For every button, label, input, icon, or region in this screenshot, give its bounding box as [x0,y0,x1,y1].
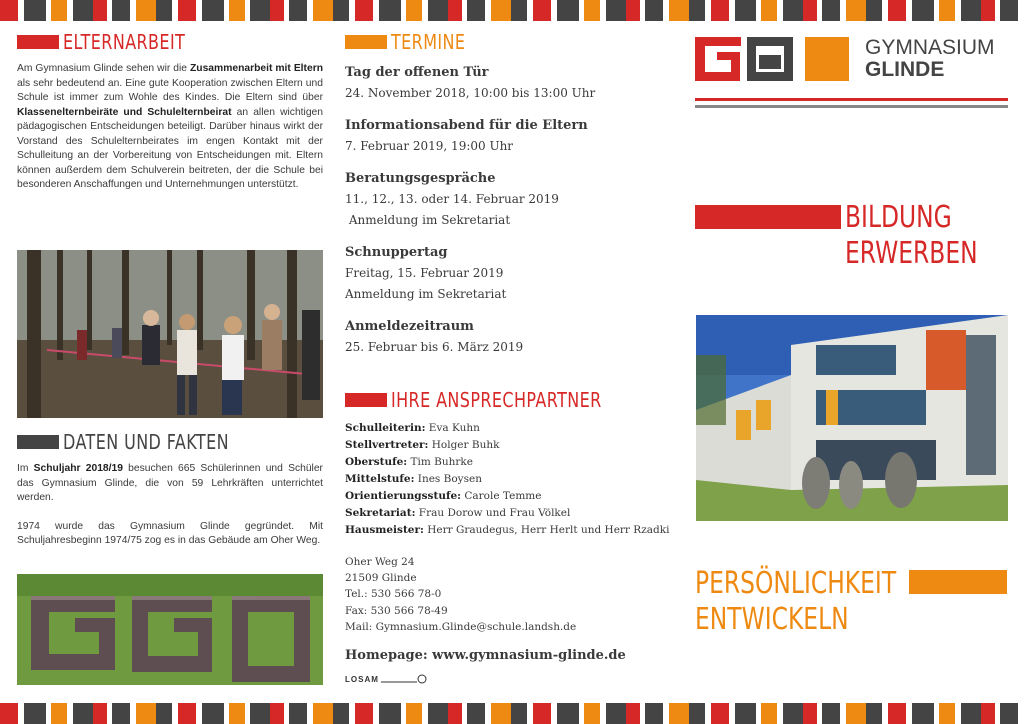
slogan-persoenlichkeit [695,566,1015,646]
stripe-segment [669,703,689,724]
text-span: Im [17,463,34,474]
text-bold: Klassenelternbeiräte und Schulelternbeirat [17,106,232,118]
contact-row [345,454,675,471]
stripe-segment [448,0,462,21]
contact-person: Ines Boysen [414,473,482,485]
stripe-segment [961,703,981,724]
contact-row [345,522,675,539]
stripe-segment [822,703,840,724]
stripe-segment [229,0,245,21]
stripe-segment [428,703,448,724]
termin-item [345,115,665,157]
address-line: Oher Weg 24 [345,556,415,568]
text-span: an allen wichtigen pädagogischen Entscheidungen beteiligt. Darüber hinaus wirkt der Vorstand des Schulelternbeirates im engen Kontakt mit der Schulleitung an der Vorbereitung von Entscheidungen mit. Eltern können außerdem dem Schulverein beitreten, der die Schule bei besonderen Anschaffungen und Unternehmungen unterstützt. [17,106,323,190]
stripe-segment [136,0,156,21]
stripe-segment [333,703,349,724]
address-line: Tel.: 530 566 78-0 [345,588,442,601]
stripe-segment [606,703,626,724]
stripe-segment [557,703,579,724]
heading-bar [345,35,387,49]
homepage-line [345,648,675,663]
stripe-segment [1018,0,1024,21]
stripe-segment [803,703,817,724]
text-span: Am Gymnasium Glinde sehen wir die [17,63,190,74]
stripe-segment [888,703,906,724]
stripe-segment [939,703,955,724]
termin-detail: 25. Februar bis 6. März 2019 [345,340,524,354]
stripe-segment [379,703,401,724]
termin-detail: 7. Februar 2019, 19:00 Uhr [345,139,514,153]
stripe-segment [866,703,882,724]
stripe-segment [0,703,18,724]
termin-detail: Anmeldung im Sekretariat [345,287,507,301]
stripe-segment [313,703,333,724]
stripe-segment [229,703,245,724]
top-color-stripe [0,0,1024,21]
stripe-segment [24,703,46,724]
contact-role: Mittelstufe: [345,473,415,485]
ansprech-section [345,388,675,685]
stripe-segment [888,0,906,21]
stripe-segment [1000,0,1018,21]
elternarbeit-title: ELTERNARBEIT [63,30,186,54]
stripe-segment [24,0,46,21]
stripe-segment [584,703,600,724]
stripe-segment [270,0,284,21]
termin-title: Informationsabend für die Eltern [345,118,588,133]
stripe-segment [156,0,172,21]
address-line: 21509 Glinde [345,572,417,585]
contact-role: Oberstufe: [345,456,408,468]
stripe-segment [406,0,422,21]
daten-text-2: 1974 wurde das Gymnasium Glinde gegründet. Mit Schuljahresbeginn 1974/75 zog es in das Gebäude am Oher Weg. [17,520,323,546]
stripe-segment [761,0,777,21]
contact-row [345,505,675,522]
slogan-line2: ERWERBEN [844,236,978,271]
elternarbeit-text [17,62,323,193]
school-building-photo [696,315,1008,521]
logo-line1: GYMNASIUM [865,36,995,59]
contact-person: Holger Buhk [428,439,500,451]
contact-person: Frau Dorow und Frau Völkel [415,507,571,519]
stripe-segment [178,703,196,724]
stripe-segment [981,703,995,724]
stripe-segment [584,0,600,21]
stripe-segment [428,0,448,21]
stripe-segment [448,703,462,724]
slogan-text [845,200,978,272]
stripe-segment [136,703,156,724]
credit-text: LOSAM [345,674,379,684]
heading-bar [345,393,387,407]
contact-role: Stellvertreter: [345,439,429,451]
stripe-segment [1018,703,1024,724]
contact-row [345,437,675,454]
daten-heading [17,430,323,454]
address-block [345,554,675,635]
contact-role: Sekretariat: [345,507,416,519]
slogan-row [695,566,1015,646]
contact-person: Carole Temme [461,490,542,502]
stripe-segment [491,703,511,724]
slogan-bildung [695,200,1015,272]
stripe-segment [689,0,705,21]
stripe-segment [467,0,485,21]
stripe-segment [557,0,579,21]
contact-person: Herr Graudegus, Herr Herlt und Herr Rzadki [423,524,670,536]
stripe-segment [711,0,729,21]
termin-title: Schnuppertag [345,245,448,260]
aerial-photo-svg [17,574,323,685]
stripe-segment [912,0,934,21]
forest-photo-svg [17,250,323,418]
stripe-segment [51,703,67,724]
contact-role: Schulleiterin: [345,422,426,434]
contact-row [345,488,675,505]
termin-item [345,62,665,104]
column-right [695,30,1008,108]
bottom-color-stripe [0,703,1024,724]
text-span: besuchen 665 Schülerinnen und Schüler das Gymnasium Glinde, die von 59 Lehrkräften unterrichtet werden. [17,463,323,503]
address-line: Fax: 530 566 78-49 [345,604,448,617]
building-photo-svg [696,315,1008,521]
stripe-segment [961,0,981,21]
slogan-line1: PERSÖNLICHKEIT [695,566,897,601]
stripe-segment [355,0,373,21]
homepage-link[interactable]: www.gymnasium-glinde.de [427,648,626,664]
stripe-segment [626,703,640,724]
slogan-row [695,200,1015,272]
stripe-segment [783,0,803,21]
stripe-segment [491,0,511,21]
termin-title: Anmeldezeitraum [345,319,474,334]
stripe-segment [511,0,527,21]
termin-detail: Anmeldung im Sekretariat [345,213,511,227]
stripe-segment [1000,703,1018,724]
stripe-segment [112,703,130,724]
ga-logo-icon [695,33,795,85]
termin-item [345,242,665,305]
termin-title: Tag der offenen Tür [345,65,489,80]
daten-text-1 [17,462,323,506]
stripe-segment [0,0,18,21]
stripe-segment [51,0,67,21]
stripe-segment [735,703,757,724]
slogan-line1: BILDUNG [844,200,952,235]
stripe-segment [289,703,307,724]
stripe-segment [73,0,93,21]
stripe-segment [939,0,955,21]
stripe-segment [822,0,840,21]
stripe-segment [156,703,172,724]
students-forest-photo [17,250,323,418]
stripe-segment [761,703,777,724]
stripe-segment [803,0,817,21]
termin-item [345,168,665,231]
termine-heading [345,30,665,54]
stripe-segment [202,703,224,724]
daten-title: DATEN UND FAKTEN [63,430,229,454]
stripe-segment [735,0,757,21]
slogan-line2: ENTWICKELN [695,602,849,637]
stripe-segment [467,703,485,724]
stripe-segment [178,0,196,21]
contact-person: Eva Kuhn [425,422,480,434]
email-line[interactable]: Mail: Gymnasium.Glinde@schule.landsh.de [345,620,577,633]
stripe-segment [511,703,527,724]
stripe-segment [626,0,640,21]
termin-title: Beratungsgespräche [345,171,496,186]
stripe-segment [112,0,130,21]
text-bold: Schuljahr 2018/19 [33,463,123,474]
stripe-segment [912,703,934,724]
stripe-segment [333,0,349,21]
stripe-segment [669,0,689,21]
logo-line2: GLINDE [865,58,945,81]
logo-orange-square [805,37,849,81]
aerial-students-logo-photo [17,574,323,685]
column-middle [345,30,665,369]
text-span: als sehr bedeutend an. Eine gute Kooperation zwischen Eltern und Schule ist immer zum Wohle des Kindes. Die Eltern sind über [17,77,323,103]
homepage-label: Homepage: [345,648,428,664]
termin-detail: Freitag, 15. Februar 2019 [345,266,504,280]
contact-row [345,471,675,488]
stripe-segment [645,703,663,724]
credit-logo-icon [379,673,429,685]
elternarbeit-heading [17,30,323,54]
stripe-segment [533,703,551,724]
termin-item [345,316,665,358]
stripe-segment [73,703,93,724]
school-logo [695,30,1008,88]
stripe-segment [202,0,224,21]
logo-rule-red [695,98,1008,101]
stripe-segment [355,703,373,724]
slogan-bar [909,570,1007,594]
logo-rule-gray [695,105,1008,108]
stripe-segment [711,703,729,724]
stripe-segment [379,0,401,21]
stripe-segment [93,0,107,21]
stripe-segment [689,703,705,724]
stripe-segment [533,0,551,21]
slogan-text [695,566,896,638]
termin-detail: 24. November 2018, 10:00 bis 13:00 Uhr [345,86,596,100]
stripe-segment [93,703,107,724]
contact-list [345,420,675,539]
daten-section [17,430,323,549]
termine-list [345,62,665,358]
text-bold: Zusammenarbeit mit Eltern [190,63,323,74]
stripe-segment [846,0,866,21]
stripe-segment [289,0,307,21]
contact-row [345,420,675,437]
stripe-segment [250,0,270,21]
termine-title: TERMINE [391,30,466,54]
heading-bar [17,35,59,49]
contact-person: Tim Buhrke [407,456,474,468]
termin-detail: 11., 12., 13. oder 14. Februar 2019 [345,192,559,206]
stripe-segment [981,0,995,21]
column-left [17,30,323,193]
stripe-segment [250,703,270,724]
stripe-segment [645,0,663,21]
stripe-segment [313,0,333,21]
stripe-segment [406,703,422,724]
stripe-segment [866,0,882,21]
print-credit [345,673,675,685]
slogan-bar [695,205,841,229]
heading-bar [17,435,59,449]
contact-role: Orientierungsstufe: [345,490,462,502]
stripe-segment [846,703,866,724]
stripe-segment [606,0,626,21]
stripe-segment [783,703,803,724]
contact-role: Hausmeister: [345,524,424,536]
ansprech-title: IHRE ANSPRECHPARTNER [391,388,602,412]
logo-text [865,37,995,81]
ansprech-heading [345,388,675,412]
stripe-segment [270,703,284,724]
